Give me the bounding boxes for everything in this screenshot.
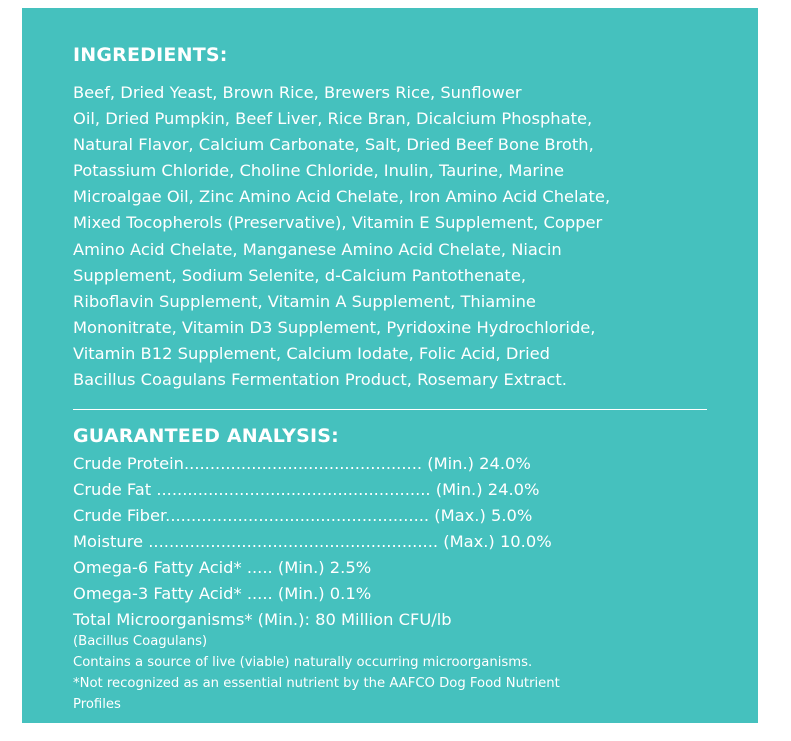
- ingredients-line: Riboflavin Supplement, Vitamin A Supplement, Thiamine: [73, 291, 536, 311]
- analysis-row-microorganisms: Total Microorganisms* (Min.): 80 Million CFU/lb: [73, 610, 452, 629]
- ingredients-line: Oil, Dried Pumpkin, Beef Liver, Rice Bran, Dicalcium Phosphate,: [73, 109, 593, 129]
- ingredients-list: [73, 80, 723, 393]
- section-divider: [73, 409, 707, 410]
- analysis-row-omega-3: Omega-3 Fatty Acid* ..... (Min.) 0.1%: [73, 584, 372, 603]
- ingredients-line: Potassium Chloride, Choline Chloride, Inulin, Taurine, Marine: [73, 161, 564, 181]
- analysis-row-omega-6: Omega-6 Fatty Acid* ..... (Min.) 2.5%: [73, 558, 372, 577]
- ingredients-heading: INGREDIENTS:: [73, 44, 228, 66]
- analysis-row-crude-protein: Crude Protein.............................................. (Min.) 24.0%: [73, 454, 531, 473]
- label-panel: [22, 8, 758, 723]
- ingredients-line: Vitamin B12 Supplement, Calcium Iodate, Folic Acid, Dried: [73, 343, 550, 363]
- ingredients-line: Supplement, Sodium Selenite, d-Calcium Pantothenate,: [73, 265, 527, 285]
- analysis-row-moisture: Moisture ........................................................ (Max.) 10.0%: [73, 532, 552, 551]
- ingredients-line: Bacillus Coagulans Fermentation Product, Rosemary Extract.: [73, 370, 567, 390]
- note-aafco-continued: Profiles: [73, 697, 121, 712]
- analysis-row-crude-fat: Crude Fat ..................................................... (Min.) 24.0%: [73, 480, 540, 499]
- ingredients-line: Natural Flavor, Calcium Carbonate, Salt, Dried Beef Bone Broth,: [73, 135, 594, 155]
- note-live-microorganisms: Contains a source of live (viable) naturally occurring microorganisms.: [73, 655, 533, 670]
- ingredients-line: Amino Acid Chelate, Manganese Amino Acid Chelate, Niacin: [73, 239, 562, 259]
- analysis-row-crude-fiber: Crude Fiber................................................... (Max.) 5.0%: [73, 506, 533, 525]
- ingredients-line: Mixed Tocopherols (Preservative), Vitamin E Supplement, Copper: [73, 213, 603, 233]
- analysis-heading: GUARANTEED ANALYSIS:: [73, 425, 339, 447]
- ingredients-line: Mononitrate, Vitamin D3 Supplement, Pyridoxine Hydrochloride,: [73, 317, 596, 337]
- ingredients-line: Beef, Dried Yeast, Brown Rice, Brewers Rice, Sunflower: [73, 83, 522, 102]
- note-bacillus: (Bacillus Coagulans): [73, 634, 208, 649]
- note-aafco: *Not recognized as an essential nutrient by the AAFCO Dog Food Nutrient: [73, 676, 560, 691]
- ingredients-line: Microalgae Oil, Zinc Amino Acid Chelate, Iron Amino Acid Chelate,: [73, 187, 611, 207]
